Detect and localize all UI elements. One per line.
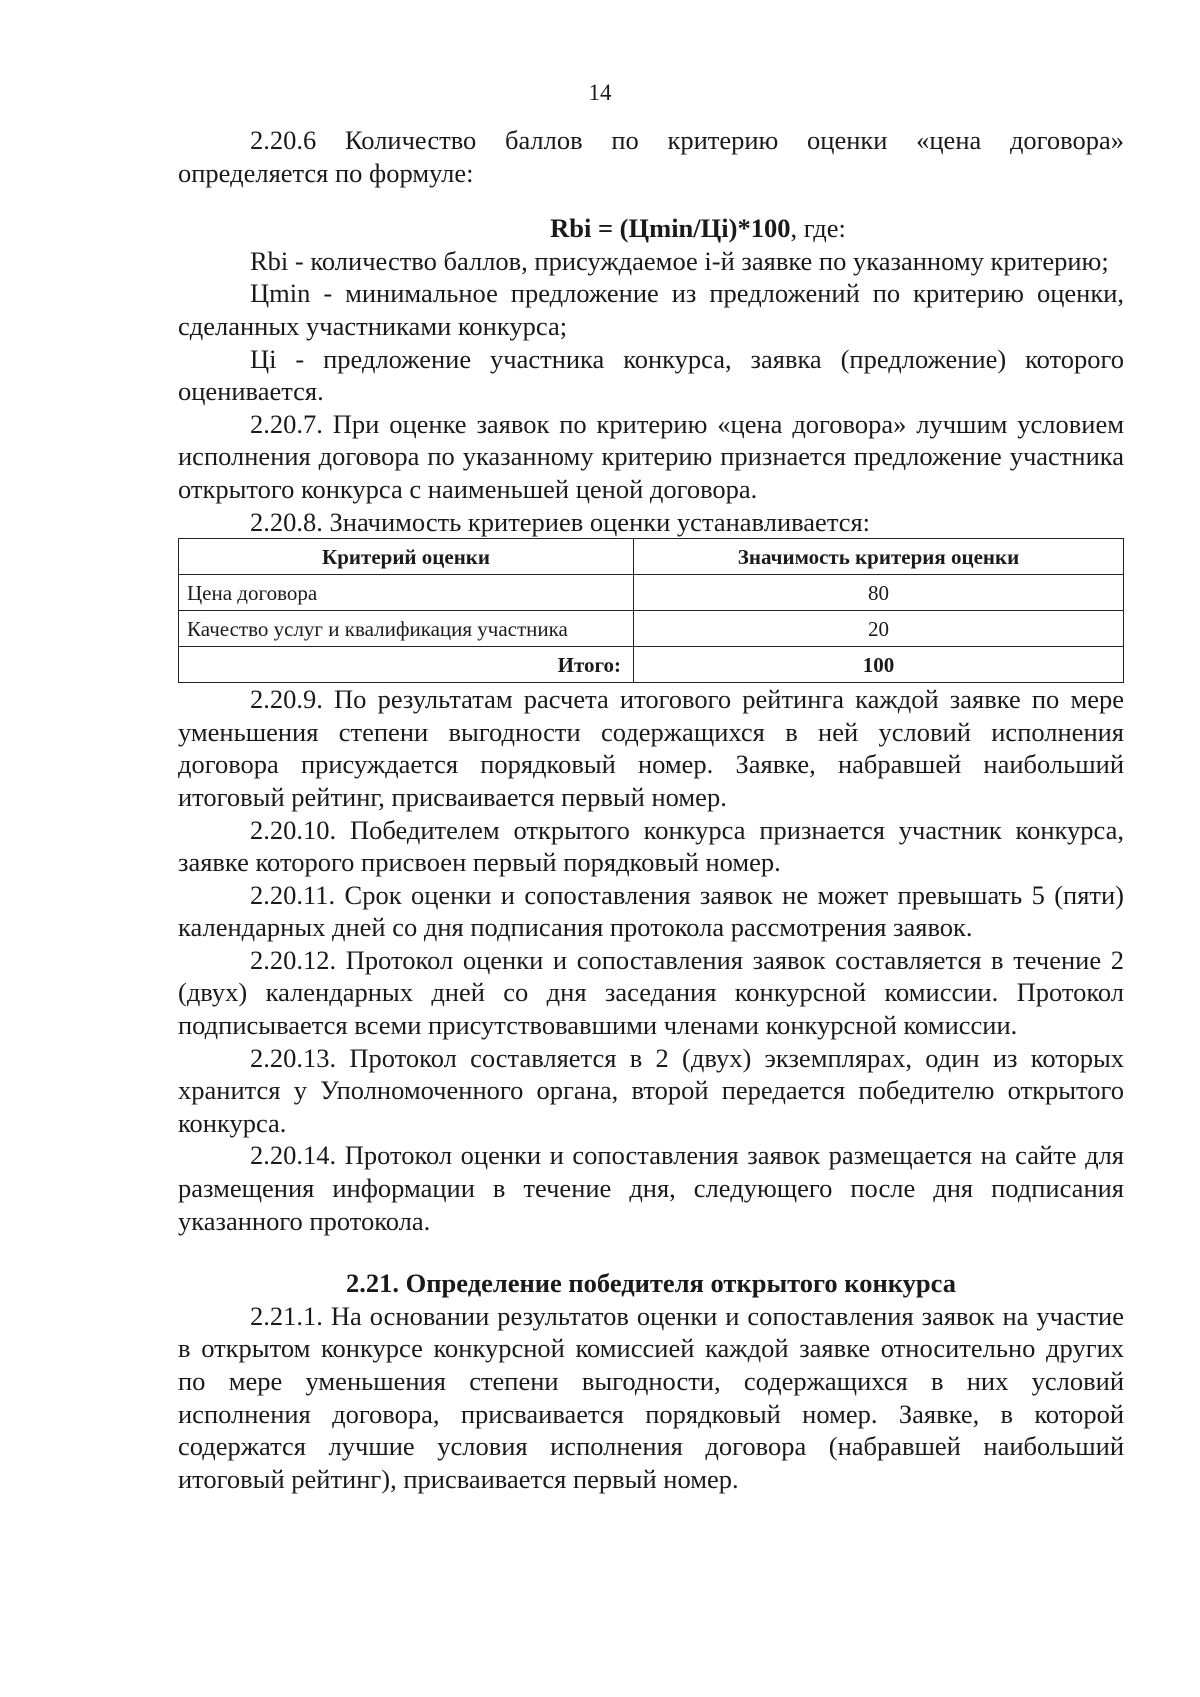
definition-cmin: Цmin - минимальное предложение из предложений по критерию оценки, сделанных участниками конкурса; — [178, 278, 1124, 341]
table-header-criterion: Критерий оценки — [179, 539, 634, 575]
table-header-weight: Значимость критерия оценки — [634, 539, 1124, 575]
table-cell-weight: 20 — [634, 611, 1124, 647]
criteria-table — [178, 538, 1124, 683]
page-number: 14 — [588, 80, 612, 105]
paragraph-2-20-6: 2.20.6 Количество баллов по критерию оценки «цена договора» определяется по формуле: — [178, 125, 1124, 188]
definition-rbi: Rbi - количество баллов, присуждаемое i-й заявке по указанному критерию; — [250, 245, 1109, 276]
table-cell-criterion: Качество услуг и квалификация участника — [179, 611, 634, 647]
paragraph-2-20-7: 2.20.7. При оценке заявок по критерию «цена договора» лучшим условием исполнения договора по указанному критерию признается предложение участника открытого конкурса с наименьшей ценой договора. — [178, 408, 1124, 504]
definition-ci: Цi - предложение участника конкурса, заявка (предложение) которого оценивается. — [178, 343, 1124, 407]
table-cell-weight: 80 — [634, 575, 1124, 611]
paragraph-2-20-8: 2.20.8. Значимость критериев оценки устанавливается: — [250, 506, 871, 537]
section-heading-2-21: 2.21. Определение победителя открытого конкурса — [346, 1268, 956, 1299]
table-total-row — [179, 647, 1124, 683]
table-row — [179, 575, 1124, 611]
paragraph-2-20-14: 2.20.14. Протокол оценки и сопоставления заявок размещается на сайте для размещения информации в течение дня, следующего после дня подписания указанного протокола. — [178, 1140, 1124, 1236]
paragraph-2-20-11: 2.20.11. Срок оценки и сопоставления заявок не может превышать 5 (пяти) календарных дней со дня подписания протокола рассмотрения заявок. — [178, 879, 1124, 943]
formula-expression: Rbi = (Цmin/Цi)*100 — [550, 213, 791, 244]
formula — [178, 212, 1124, 245]
paragraph-2-20-13: 2.20.13. Протокол составляется в 2 (двух) экземплярах, один из которых хранится у Уполномоченного органа, второй передается победителю открытого конкурса. — [178, 1042, 1124, 1138]
table-header-row — [179, 539, 1124, 575]
table-cell-criterion: Цена договора — [179, 575, 634, 611]
paragraph-2-20-9: 2.20.9. По результатам расчета итогового рейтинга каждой заявке по мере уменьшения степени выгодности содержащихся в ней условий исполнения договора присуждается порядковый номер. Заявке, набравшей наибольший итоговый рейтинг, присваивается первый номер. — [178, 684, 1124, 812]
table-total-label: Итого: — [179, 647, 634, 683]
paragraph-2-21-1: 2.21.1. На основании результатов оценки и сопоставления заявок на участие в открытом конкурсе конкурсной комиссией каждой заявке относительно других по мере уменьшения степени выгодности, содержащихся в них условий исполнения договора, присваивается порядковый номер. Заявке, в которой содержатся лучшие условия исполнения договора (набравшей наибольший итоговый рейтинг), присваивается первый номер. — [178, 1300, 1124, 1494]
document-body — [178, 124, 1124, 1495]
table-row — [179, 611, 1124, 647]
paragraph-2-20-12: 2.20.12. Протокол оценки и сопоставления заявок составляется в течение 2 (двух) календарных дней со дня заседания конкурсной комиссии. Протокол подписывается всеми присутствовавшими членами конкурсной комиссии. — [178, 944, 1124, 1041]
formula-suffix: , где: — [790, 213, 846, 244]
table-total-value: 100 — [634, 647, 1124, 683]
paragraph-2-20-10: 2.20.10. Победителем открытого конкурса признается участник конкурса, заявке которого присвоен первый порядковый номер. — [178, 814, 1124, 878]
